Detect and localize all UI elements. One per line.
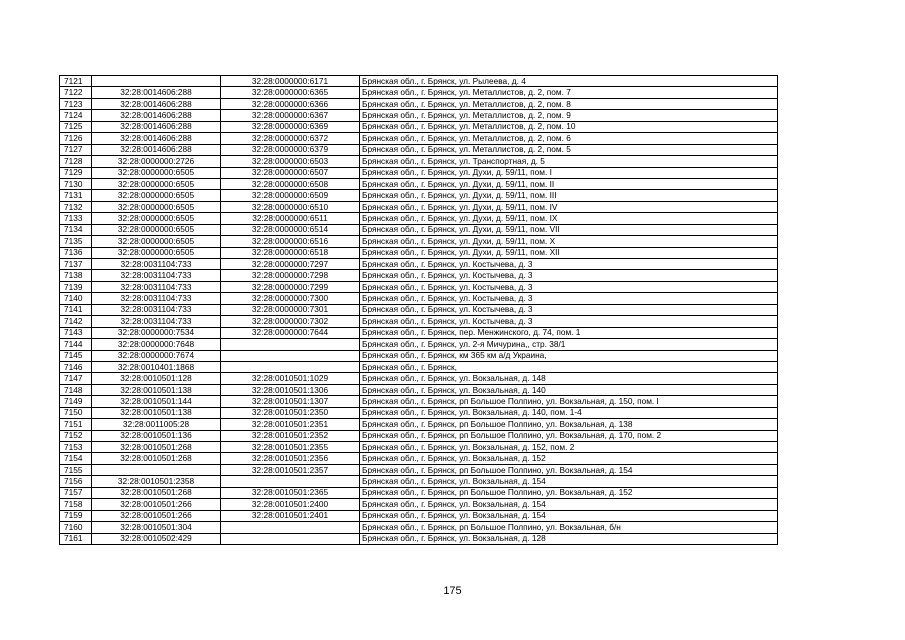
parcel-cadastral-number-cell: 32:28:0010501:268	[92, 487, 221, 498]
object-cadastral-number-cell: 32:28:0000000:7644	[221, 327, 360, 338]
table-row	[60, 396, 778, 407]
object-cadastral-number-cell: 32:28:0010501:2357	[221, 464, 360, 475]
parcel-cadastral-number-cell: 32:28:0011005:28	[92, 419, 221, 430]
address-cell: Брянская обл., г. Брянск, ул. Костычева, д. 3	[360, 259, 778, 270]
row-number-cell: 7135	[60, 236, 92, 247]
row-number-cell: 7131	[60, 190, 92, 201]
table-row	[60, 499, 778, 510]
parcel-cadastral-number-cell	[92, 464, 221, 475]
row-number-cell: 7123	[60, 98, 92, 109]
object-cadastral-number-cell: 32:28:0000000:6365	[221, 87, 360, 98]
parcel-cadastral-number-cell	[92, 76, 221, 87]
table-row	[60, 339, 778, 350]
row-number-cell: 7155	[60, 464, 92, 475]
object-cadastral-number-cell	[221, 476, 360, 487]
table-row	[60, 236, 778, 247]
parcel-cadastral-number-cell: 32:28:0000000:6505	[92, 190, 221, 201]
table-row	[60, 190, 778, 201]
address-cell: Брянская обл., г. Брянск, рп Большое Полпино, ул. Вокзальная, д. 152	[360, 487, 778, 498]
row-number-cell: 7158	[60, 499, 92, 510]
address-cell: Брянская обл., г. Брянск, ул. Духи, д. 59/11, пом. I	[360, 167, 778, 178]
object-cadastral-number-cell: 32:28:0000000:7300	[221, 293, 360, 304]
parcel-cadastral-number-cell: 32:28:0010401:1868	[92, 361, 221, 372]
object-cadastral-number-cell: 32:28:0010501:2400	[221, 499, 360, 510]
parcel-cadastral-number-cell: 32:28:0000000:6505	[92, 178, 221, 189]
object-cadastral-number-cell: 32:28:0010501:2352	[221, 430, 360, 441]
parcel-cadastral-number-cell: 32:28:0014606:288	[92, 133, 221, 144]
object-cadastral-number-cell: 32:28:0000000:7301	[221, 304, 360, 315]
address-cell: Брянская обл., г. Брянск, ул. Вокзальная, д. 140	[360, 384, 778, 395]
parcel-cadastral-number-cell: 32:28:0010501:266	[92, 510, 221, 521]
object-cadastral-number-cell: 32:28:0010501:1029	[221, 373, 360, 384]
table-row	[60, 213, 778, 224]
row-number-cell: 7148	[60, 384, 92, 395]
row-number-cell: 7149	[60, 396, 92, 407]
object-cadastral-number-cell: 32:28:0010501:2356	[221, 453, 360, 464]
row-number-cell: 7156	[60, 476, 92, 487]
parcel-cadastral-number-cell: 32:28:0014606:288	[92, 110, 221, 121]
table-row	[60, 453, 778, 464]
row-number-cell: 7122	[60, 87, 92, 98]
row-number-cell: 7152	[60, 430, 92, 441]
address-cell: Брянская обл., г. Брянск, пер. Менжинского, д. 74, пом. 1	[360, 327, 778, 338]
table-row	[60, 373, 778, 384]
parcel-cadastral-number-cell: 32:28:0031104:733	[92, 304, 221, 315]
row-number-cell: 7146	[60, 361, 92, 372]
table-row	[60, 121, 778, 132]
table-row	[60, 476, 778, 487]
parcel-cadastral-number-cell: 32:28:0031104:733	[92, 281, 221, 292]
row-number-cell: 7142	[60, 316, 92, 327]
parcel-cadastral-number-cell: 32:28:0000000:7648	[92, 339, 221, 350]
object-cadastral-number-cell: 32:28:0010501:2350	[221, 407, 360, 418]
table-row	[60, 293, 778, 304]
row-number-cell: 7127	[60, 144, 92, 155]
address-cell: Брянская обл., г. Брянск, ул. Костычева, д. 3	[360, 293, 778, 304]
parcel-cadastral-number-cell: 32:28:0031104:733	[92, 270, 221, 281]
address-cell: Брянская обл., г. Брянск, ул. Духи, д. 59/11, пом. IV	[360, 201, 778, 212]
parcel-cadastral-number-cell: 32:28:0000000:2726	[92, 156, 221, 167]
row-number-cell: 7140	[60, 293, 92, 304]
parcel-cadastral-number-cell: 32:28:0014606:288	[92, 121, 221, 132]
table-row	[60, 419, 778, 430]
address-cell: Брянская обл., г. Брянск, ул. Металлистов, д. 2, пом. 8	[360, 98, 778, 109]
table-row	[60, 178, 778, 189]
object-cadastral-number-cell: 32:28:0000000:6171	[221, 76, 360, 87]
object-cadastral-number-cell: 32:28:0010501:2401	[221, 510, 360, 521]
object-cadastral-number-cell: 32:28:0000000:6372	[221, 133, 360, 144]
table-row	[60, 304, 778, 315]
address-cell: Брянская обл., г. Брянск, ул. Духи, д. 59/11, пом. II	[360, 178, 778, 189]
table-row	[60, 327, 778, 338]
parcel-cadastral-number-cell: 32:28:0014606:288	[92, 87, 221, 98]
address-cell: Брянская обл., г. Брянск, ул. Вокзальная, д. 154	[360, 510, 778, 521]
table-row	[60, 533, 778, 544]
row-number-cell: 7144	[60, 339, 92, 350]
row-number-cell: 7130	[60, 178, 92, 189]
row-number-cell: 7141	[60, 304, 92, 315]
address-cell: Брянская обл., г. Брянск, км 365 км а/д Украина,	[360, 350, 778, 361]
object-cadastral-number-cell: 32:28:0000000:6366	[221, 98, 360, 109]
parcel-cadastral-number-cell: 32:28:0031104:733	[92, 259, 221, 270]
row-number-cell: 7151	[60, 419, 92, 430]
row-number-cell: 7161	[60, 533, 92, 544]
object-cadastral-number-cell: 32:28:0000000:6379	[221, 144, 360, 155]
address-cell: Брянская обл., г. Брянск, ул. Духи, д. 59/11, пом. VII	[360, 224, 778, 235]
table-row	[60, 201, 778, 212]
address-cell: Брянская обл., г. Брянск, ул. Вокзальная, д. 128	[360, 533, 778, 544]
address-cell: Брянская обл., г. Брянск, ул. Металлистов, д. 2, пом. 9	[360, 110, 778, 121]
object-cadastral-number-cell: 32:28:0000000:6509	[221, 190, 360, 201]
address-cell: Брянская обл., г. Брянск, ул. Костычева, д. 3	[360, 304, 778, 315]
table-row	[60, 350, 778, 361]
address-cell: Брянская обл., г. Брянск, ул. Вокзальная, д. 152	[360, 453, 778, 464]
table-row	[60, 442, 778, 453]
row-number-cell: 7138	[60, 270, 92, 281]
address-cell: Брянская обл., г. Брянск, ул. Металлистов, д. 2, пом. 7	[360, 87, 778, 98]
object-cadastral-number-cell: 32:28:0010501:1306	[221, 384, 360, 395]
table-row	[60, 98, 778, 109]
parcel-cadastral-number-cell: 32:28:0010501:144	[92, 396, 221, 407]
object-cadastral-number-cell	[221, 522, 360, 533]
row-number-cell: 7128	[60, 156, 92, 167]
page-number: 175	[443, 585, 462, 597]
parcel-cadastral-number-cell: 32:28:0010501:128	[92, 373, 221, 384]
address-cell: Брянская обл., г. Брянск, ул. Костычева, д. 3	[360, 316, 778, 327]
table-row	[60, 430, 778, 441]
row-number-cell: 7124	[60, 110, 92, 121]
parcel-cadastral-number-cell: 32:28:0010501:138	[92, 407, 221, 418]
object-cadastral-number-cell: 32:28:0000000:6503	[221, 156, 360, 167]
table-row	[60, 87, 778, 98]
object-cadastral-number-cell	[221, 339, 360, 350]
row-number-cell: 7159	[60, 510, 92, 521]
object-cadastral-number-cell: 32:28:0000000:6508	[221, 178, 360, 189]
row-number-cell: 7134	[60, 224, 92, 235]
table-row	[60, 259, 778, 270]
parcel-cadastral-number-cell: 32:28:0014606:288	[92, 144, 221, 155]
address-cell: Брянская обл., г. Брянск, ул. Вокзальная, д. 154	[360, 499, 778, 510]
object-cadastral-number-cell: 32:28:0010501:2355	[221, 442, 360, 453]
address-cell: Брянская обл., г. Брянск, ул. Металлистов, д. 2, пом. 5	[360, 144, 778, 155]
object-cadastral-number-cell: 32:28:0000000:6369	[221, 121, 360, 132]
object-cadastral-number-cell: 32:28:0010501:2351	[221, 419, 360, 430]
object-cadastral-number-cell: 32:28:0000000:6516	[221, 236, 360, 247]
address-cell: Брянская обл., г. Брянск, рп Большое Полпино, ул. Вокзальная, д. 150, пом. I	[360, 396, 778, 407]
row-number-cell: 7153	[60, 442, 92, 453]
parcel-cadastral-number-cell: 32:28:0031104:733	[92, 293, 221, 304]
address-cell: Брянская обл., г. Брянск, ул. Духи, д. 59/11, пом. XII	[360, 247, 778, 258]
address-cell: Брянская обл., г. Брянск, ул. Вокзальная, д. 148	[360, 373, 778, 384]
address-cell: Брянская обл., г. Брянск,	[360, 361, 778, 372]
parcel-cadastral-number-cell: 32:28:0010501:138	[92, 384, 221, 395]
parcel-cadastral-number-cell: 32:28:0010502:429	[92, 533, 221, 544]
row-number-cell: 7136	[60, 247, 92, 258]
address-cell: Брянская обл., г. Брянск, рп Большое Полпино, ул. Вокзальная, д. 154	[360, 464, 778, 475]
parcel-cadastral-number-cell: 32:28:0010501:304	[92, 522, 221, 533]
table-row	[60, 464, 778, 475]
object-cadastral-number-cell: 32:28:0000000:7298	[221, 270, 360, 281]
parcel-cadastral-number-cell: 32:28:0000000:6505	[92, 236, 221, 247]
object-cadastral-number-cell	[221, 361, 360, 372]
object-cadastral-number-cell: 32:28:0000000:6367	[221, 110, 360, 121]
address-cell: Брянская обл., г. Брянск, ул. Рылеева, д. 4	[360, 76, 778, 87]
parcel-cadastral-number-cell: 32:28:0010501:136	[92, 430, 221, 441]
table-row	[60, 133, 778, 144]
parcel-cadastral-number-cell: 32:28:0000000:6505	[92, 167, 221, 178]
object-cadastral-number-cell: 32:28:0000000:7297	[221, 259, 360, 270]
parcel-cadastral-number-cell: 32:28:0010501:268	[92, 453, 221, 464]
address-cell: Брянская обл., г. Брянск, рп Большое Полпино, ул. Вокзальная, д. 170, пом. 2	[360, 430, 778, 441]
object-cadastral-number-cell: 32:28:0010501:2365	[221, 487, 360, 498]
row-number-cell: 7157	[60, 487, 92, 498]
address-cell: Брянская обл., г. Брянск, ул. Духи, д. 59/11, пом. X	[360, 236, 778, 247]
object-cadastral-number-cell: 32:28:0000000:6514	[221, 224, 360, 235]
row-number-cell: 7125	[60, 121, 92, 132]
object-cadastral-number-cell: 32:28:0000000:7299	[221, 281, 360, 292]
property-registry-table	[59, 75, 778, 545]
address-cell: Брянская обл., г. Брянск, ул. Вокзальная, д. 152, пом. 2	[360, 442, 778, 453]
table-row	[60, 224, 778, 235]
row-number-cell: 7143	[60, 327, 92, 338]
table-row	[60, 522, 778, 533]
parcel-cadastral-number-cell: 32:28:0010501:266	[92, 499, 221, 510]
row-number-cell: 7133	[60, 213, 92, 224]
table-row	[60, 167, 778, 178]
row-number-cell: 7129	[60, 167, 92, 178]
object-cadastral-number-cell: 32:28:0000000:6507	[221, 167, 360, 178]
address-cell: Брянская обл., г. Брянск, рп Большое Полпино, ул. Вокзальная, б/н	[360, 522, 778, 533]
address-cell: Брянская обл., г. Брянск, ул. Металлистов, д. 2, пом. 10	[360, 121, 778, 132]
address-cell: Брянская обл., г. Брянск, ул. Транспортная, д. 5	[360, 156, 778, 167]
table-row	[60, 361, 778, 372]
object-cadastral-number-cell: 32:28:0000000:6511	[221, 213, 360, 224]
row-number-cell: 7154	[60, 453, 92, 464]
table-row	[60, 384, 778, 395]
parcel-cadastral-number-cell: 32:28:0000000:7534	[92, 327, 221, 338]
registry-table-body	[60, 76, 778, 545]
row-number-cell: 7139	[60, 281, 92, 292]
row-number-cell: 7137	[60, 259, 92, 270]
object-cadastral-number-cell: 32:28:0000000:6510	[221, 201, 360, 212]
address-cell: Брянская обл., г. Брянск, ул. Костычева, д. 3	[360, 281, 778, 292]
table-row	[60, 144, 778, 155]
parcel-cadastral-number-cell: 32:28:0000000:6505	[92, 213, 221, 224]
parcel-cadastral-number-cell: 32:28:0010501:2358	[92, 476, 221, 487]
row-number-cell: 7147	[60, 373, 92, 384]
row-number-cell: 7145	[60, 350, 92, 361]
table-row	[60, 156, 778, 167]
row-number-cell: 7121	[60, 76, 92, 87]
object-cadastral-number-cell: 32:28:0010501:1307	[221, 396, 360, 407]
object-cadastral-number-cell	[221, 533, 360, 544]
table-row	[60, 76, 778, 87]
parcel-cadastral-number-cell: 32:28:0031104:733	[92, 316, 221, 327]
address-cell: Брянская обл., г. Брянск, ул. Вокзальная, д. 140, пом. 1-4	[360, 407, 778, 418]
object-cadastral-number-cell: 32:28:0000000:6518	[221, 247, 360, 258]
table-row	[60, 510, 778, 521]
table-row	[60, 247, 778, 258]
table-row	[60, 270, 778, 281]
address-cell: Брянская обл., г. Брянск, рп Большое Полпино, ул. Вокзальная, д. 138	[360, 419, 778, 430]
parcel-cadastral-number-cell: 32:28:0010501:268	[92, 442, 221, 453]
parcel-cadastral-number-cell: 32:28:0000000:7674	[92, 350, 221, 361]
address-cell: Брянская обл., г. Брянск, ул. Костычева, д. 3	[360, 270, 778, 281]
row-number-cell: 7132	[60, 201, 92, 212]
parcel-cadastral-number-cell: 32:28:0014606:288	[92, 98, 221, 109]
table-row	[60, 407, 778, 418]
parcel-cadastral-number-cell: 32:28:0000000:6505	[92, 247, 221, 258]
parcel-cadastral-number-cell: 32:28:0000000:6505	[92, 201, 221, 212]
row-number-cell: 7150	[60, 407, 92, 418]
address-cell: Брянская обл., г. Брянск, ул. Вокзальная, д. 154	[360, 476, 778, 487]
address-cell: Брянская обл., г. Брянск, ул. Духи, д. 59/11, пом. IX	[360, 213, 778, 224]
address-cell: Брянская обл., г. Брянск, ул. 2-я Мичурина,, стр. 38/1	[360, 339, 778, 350]
object-cadastral-number-cell: 32:28:0000000:7302	[221, 316, 360, 327]
object-cadastral-number-cell	[221, 350, 360, 361]
table-row	[60, 110, 778, 121]
row-number-cell: 7160	[60, 522, 92, 533]
table-row	[60, 316, 778, 327]
row-number-cell: 7126	[60, 133, 92, 144]
address-cell: Брянская обл., г. Брянск, ул. Духи, д. 59/11, пом. III	[360, 190, 778, 201]
table-row	[60, 487, 778, 498]
address-cell: Брянская обл., г. Брянск, ул. Металлистов, д. 2, пом. 6	[360, 133, 778, 144]
table-row	[60, 281, 778, 292]
parcel-cadastral-number-cell: 32:28:0000000:6505	[92, 224, 221, 235]
